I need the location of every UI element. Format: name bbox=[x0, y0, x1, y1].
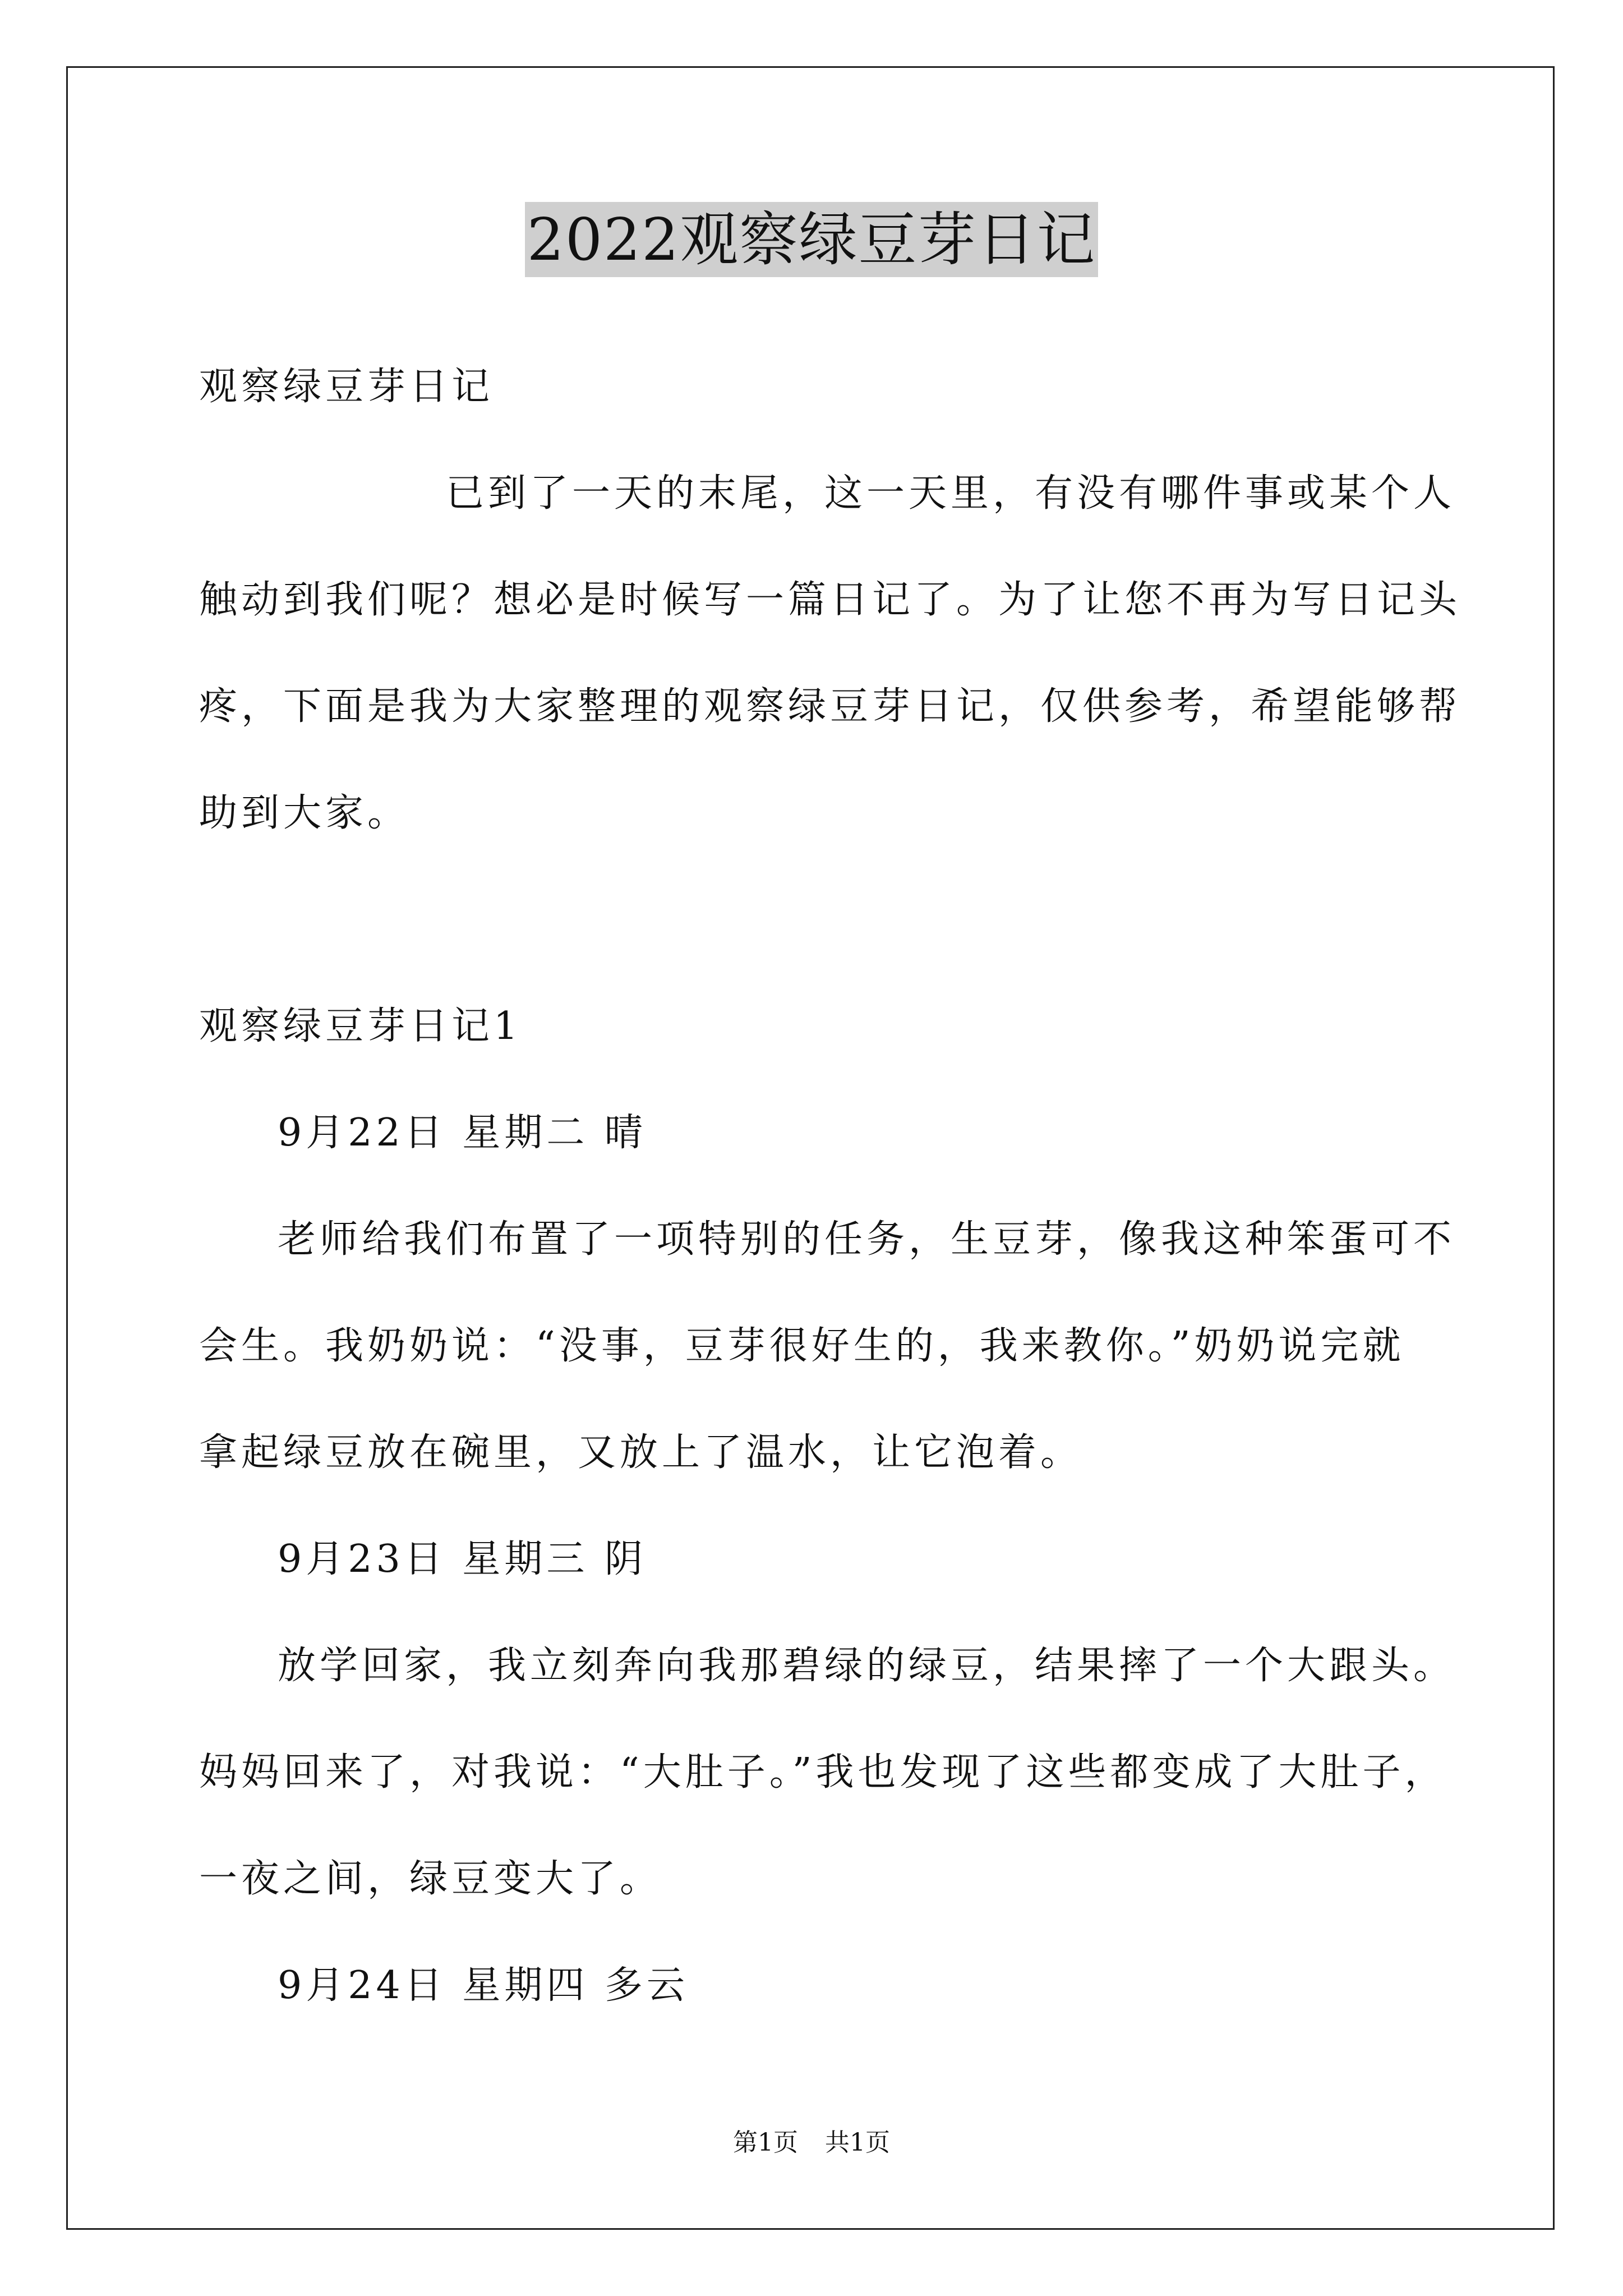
paragraph-line: 拿起绿豆放在碗里，又放上了温水，让它泡着。 bbox=[199, 1430, 1083, 1475]
section-heading: 观察绿豆芽日记1 bbox=[199, 1004, 522, 1048]
paragraph-line: 老师给我们布置了一项特别的任务，生豆芽，像我这种笨蛋可不 bbox=[278, 1217, 1456, 1262]
diary-date-line: 9月22日 星期二 晴 bbox=[278, 1111, 647, 1155]
page-number-current: 第1页 bbox=[733, 2128, 798, 2157]
paragraph-line: 放学回家，我立刻奔向我那碧绿的绿豆，结果摔了一个大跟头。 bbox=[278, 1644, 1456, 1688]
page-number-total: 共1页 bbox=[825, 2128, 890, 2157]
paragraph-line: 一夜之间，绿豆变大了。 bbox=[199, 1857, 662, 1901]
paragraph-line: 会生。我奶奶说：“没事，豆芽很好生的，我来教你。”奶奶说完就 bbox=[199, 1324, 1405, 1368]
paragraph-line: 触动到我们呢？想必是时候写一篇日记了。为了让您不再为写日记头 bbox=[199, 578, 1461, 622]
paragraph-line: 已到了一天的末尾，这一天里，有没有哪件事或某个人 bbox=[446, 471, 1456, 516]
diary-date-line: 9月23日 星期三 阴 bbox=[278, 1537, 647, 1581]
paragraph-line: 妈妈回来了，对我说：“大肚子。”我也发现了这些都变成了大肚子， bbox=[199, 1750, 1447, 1795]
subtitle-line: 观察绿豆芽日记 bbox=[199, 365, 494, 409]
paragraph-line: 助到大家。 bbox=[199, 791, 410, 835]
diary-date-line: 9月24日 星期四 多云 bbox=[278, 1963, 689, 2008]
document-body bbox=[199, 334, 1461, 2039]
document-title: 2022观察绿豆芽日记 bbox=[525, 202, 1099, 277]
title-container bbox=[0, 202, 1623, 277]
blank-line bbox=[199, 867, 1424, 973]
page-footer bbox=[0, 2126, 1623, 2160]
paragraph-line: 疼，下面是我为大家整理的观察绿豆芽日记，仅供参考，希望能够帮 bbox=[199, 684, 1461, 729]
